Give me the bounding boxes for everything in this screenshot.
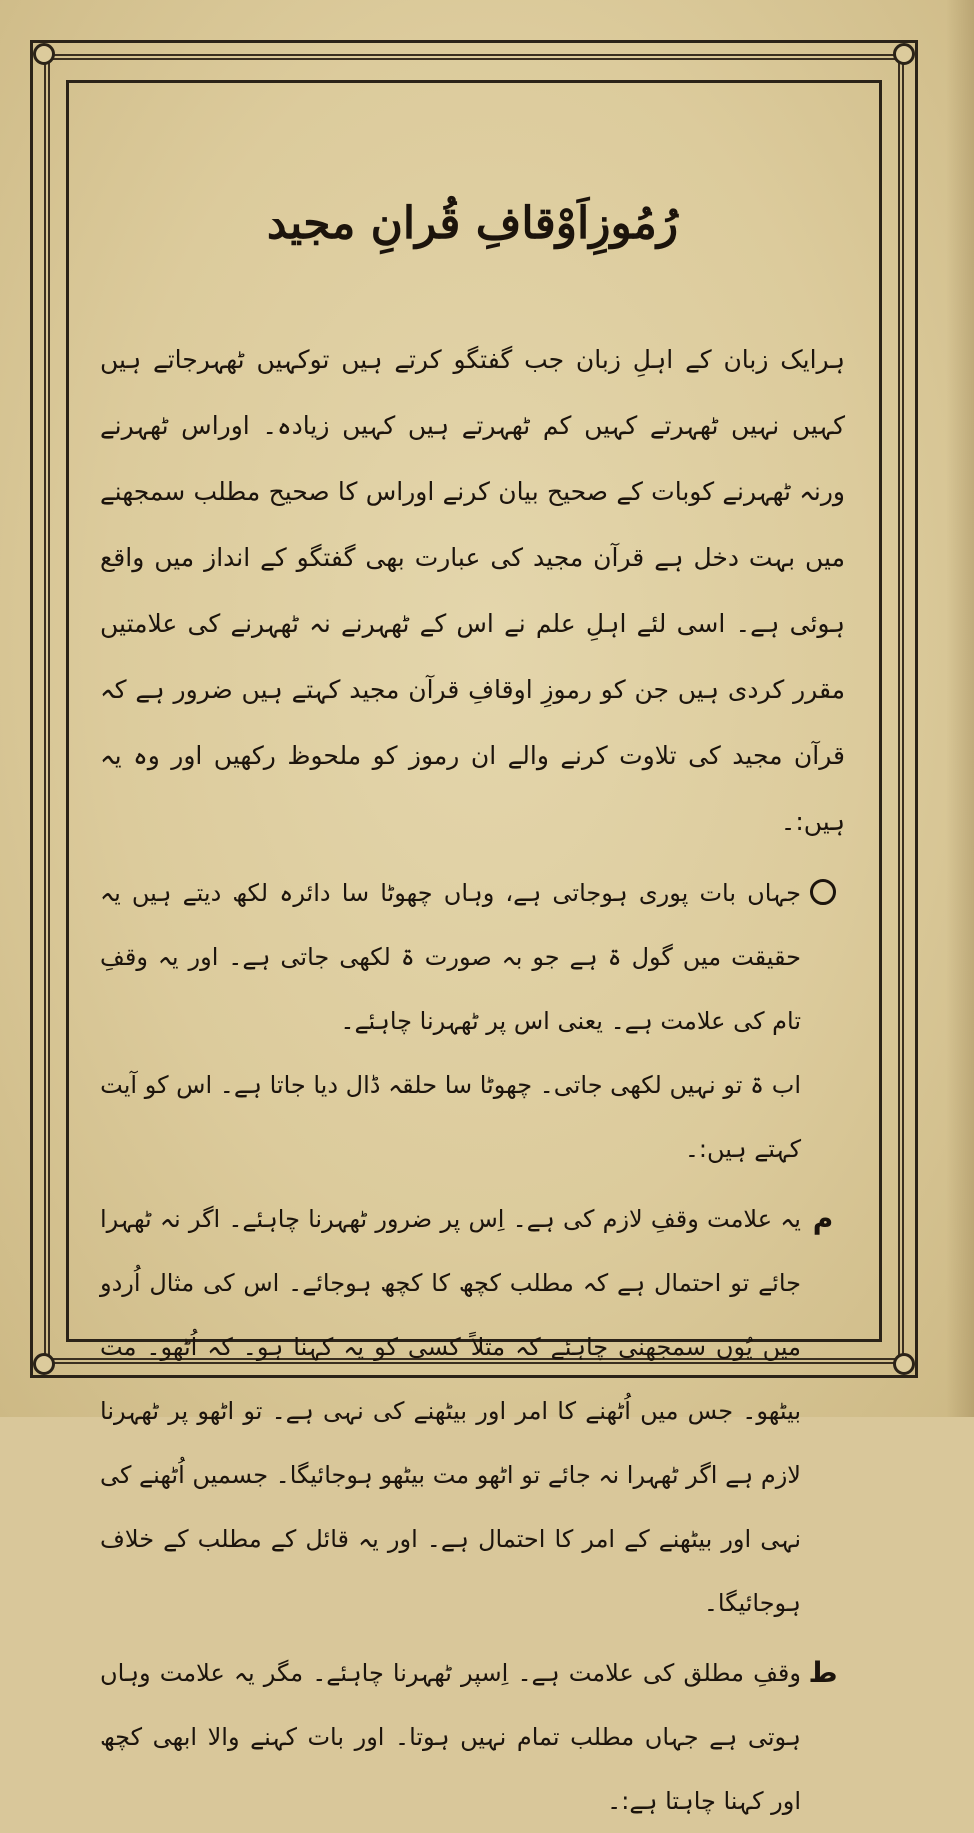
rule-item-mutlaq	[100, 1641, 845, 1833]
corner-ornament-icon	[893, 1353, 915, 1375]
rule-text: یہ علامت وقفِ لازم کی ہے۔ اِس پر ضرور ٹھہرنا چاہئے۔ اگر نہ ٹھہرا جائے تو احتمال ہے کہ مطلب کچھ کا کچھ ہوجائے۔ اس کی مثال اُردو میں یُوں سمجھنی چاہئے کہ مثلاً کسی کو یہ کہنا ہو۔ کہ اُٹھو۔ مت بیٹھو۔ جس میں اُٹھنے کا امر اور بیٹھنے کی نہی ہے۔ تو اٹھو پر ٹھہرنا لازم ہے اگر ٹھہرا نہ جائے تو اٹھو مت بیٹھو ہوجائیگا۔ جسمیں اُٹھنے کی نہی اور بیٹھنے کے امر کا احتمال ہے۔ اور یہ قائل کے مطلب کے خلاف ہوجائیگا۔	[100, 1205, 801, 1617]
intro-paragraph: ہرایک زبان کے اہلِ زبان جب گفتگو کرتے ہیں توکہیں ٹھہرجاتے ہیں کہیں نہیں ٹھہرتے کہیں کم ٹھہرتے ہیں کہیں زیادہ۔ اوراس ٹھہرنے ورنہ ٹھہرنے کوبات کے صحیح بیان کرنے اوراس کا صحیح مطلب سمجھنے میں بہت دخل ہے قرآن مجید کی عبارت بھی گفتگو کے انداز میں واقع ہوئی ہے۔ اسی لئے اہلِ علم نے اس کے ٹھہرنے نہ ٹھہرنے کی علامتیں مقرر کردی ہیں جن کو رموزِ اوقافِ قرآن مجید کہتے ہیں ضرور ہے کہ قرآن مجید کی تلاوت کرنے والے ان رموز کو ملحوظ رکھیں اور وہ یہ ہیں:۔	[100, 345, 845, 836]
page-title: رُمُوزِاَوْقافِ قُرانِ مجید	[266, 198, 679, 249]
rule-symbol: ط	[808, 1656, 838, 1689]
rule-item-lazim	[100, 1187, 845, 1635]
page-content	[100, 170, 845, 1815]
rule-item-circle	[100, 861, 845, 1053]
rule-symbol: م	[812, 1202, 834, 1235]
ayah-note: اب ۃ تو نہیں لکھی جاتی۔ چھوٹا سا حلقہ ڈال دیا جاتا ہے۔ اس کو آیت کہتے ہیں:۔	[100, 1071, 801, 1163]
page-spine-shadow	[946, 0, 974, 1417]
corner-ornament-icon	[893, 43, 915, 65]
corner-ornament-icon	[33, 1353, 55, 1375]
rule-text: جہاں بات پوری ہوجاتی ہے، وہاں چھوٹا سا دائرہ لکھ دیتے ہیں یہ حقیقت میں گول ۃ ہے جو بہ صورت ۃ لکھی جاتی ہے۔ اور یہ وقفِ تام کی علامت ہے۔ یعنی اس پر ٹھہرنا چاہئے۔	[100, 879, 801, 1035]
ayah-circle-icon	[801, 861, 845, 905]
rule-text: وقفِ مطلق کی علامت ہے۔ اِسپر ٹھہرنا چاہئے۔ مگر یہ علامت وہاں ہوتی ہے جہاں مطلب تمام نہیں ہوتا۔ اور بات کہنے والا ابھی کچھ اور کہنا چاہتا ہے:۔	[100, 1659, 801, 1815]
corner-ornament-icon	[33, 43, 55, 65]
